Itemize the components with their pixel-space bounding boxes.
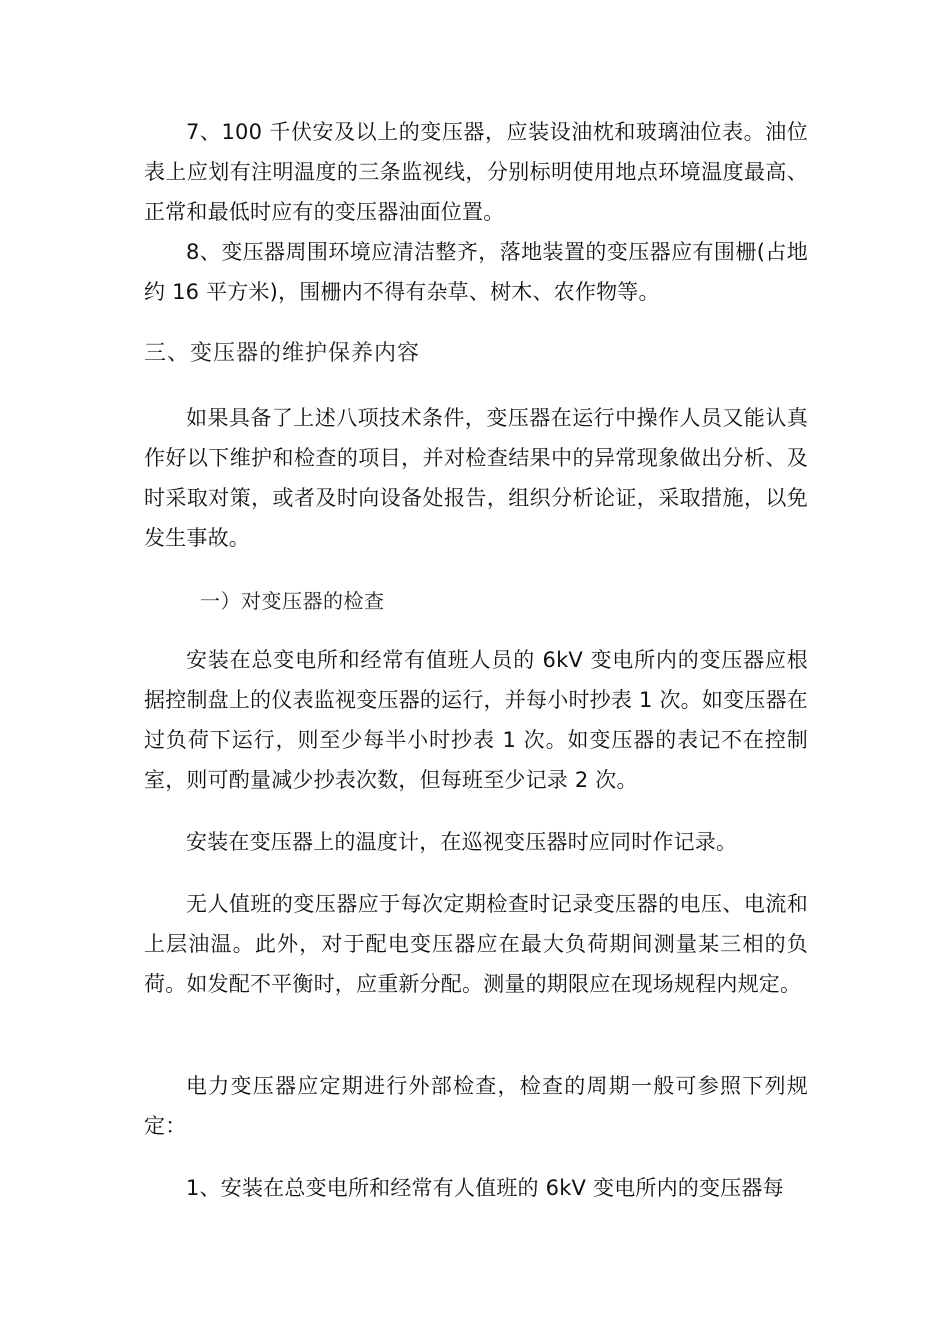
paragraph-inspection-period: 电力变压器应定期进行外部检查，检查的周期一般可参照下列规定：	[144, 1074, 808, 1138]
paragraph-thermometer: 安装在变压器上的温度计，在巡视变压器时应同时作记录。	[186, 830, 738, 854]
section-heading: 三、变压器的维护保养内容	[144, 341, 421, 366]
paragraph-unmanned: 无人值班的变压器应于每次定期检查时记录变压器的电压、电流和上层油温。此外，对于配电变压器应在最大负荷期间测量某三相的负荷。如发配不平衡时，应重新分配。测量的期限应在现场规程内规定。	[144, 892, 808, 996]
paragraph-item-7: 7、100 千伏安及以上的变压器，应装设油枕和玻璃油位表。油位表上应划有注明温度的三条监视线，分别标明使用地点环境温度最高、正常和最低时应有的变压器油面位置。	[144, 120, 808, 224]
paragraph-rule-1: 1、安装在总变电所和经常有人值班的 6kV 变电所内的变压器每	[186, 1176, 784, 1200]
paragraph-meter-reading: 安装在总变电所和经常有值班人员的 6kV 变电所内的变压器应根据控制盘上的仪表监视变压器的运行，并每小时抄表 1 次。如变压器在过负荷下运行，则至少每半小时抄表 1 次。如变压器的表记不在控制室，则可酌量减少抄表次数，但每班至少记录 2 次。	[144, 648, 808, 792]
sub-heading: 一）对变压器的检查	[200, 589, 385, 613]
paragraph-item-8: 8、变压器周围环境应清洁整齐，落地装置的变压器应有围栅(占地约 16 平方米)，围栅内不得有杂草、树木、农作物等。	[144, 240, 808, 304]
paragraph-intro: 如果具备了上述八项技术条件，变压器在运行中操作人员又能认真作好以下维护和检查的项目，并对检查结果中的异常现象做出分析、及时采取对策，或者及时向设备处报告，组织分析论证，采取措施，以免发生事故。	[144, 406, 808, 550]
